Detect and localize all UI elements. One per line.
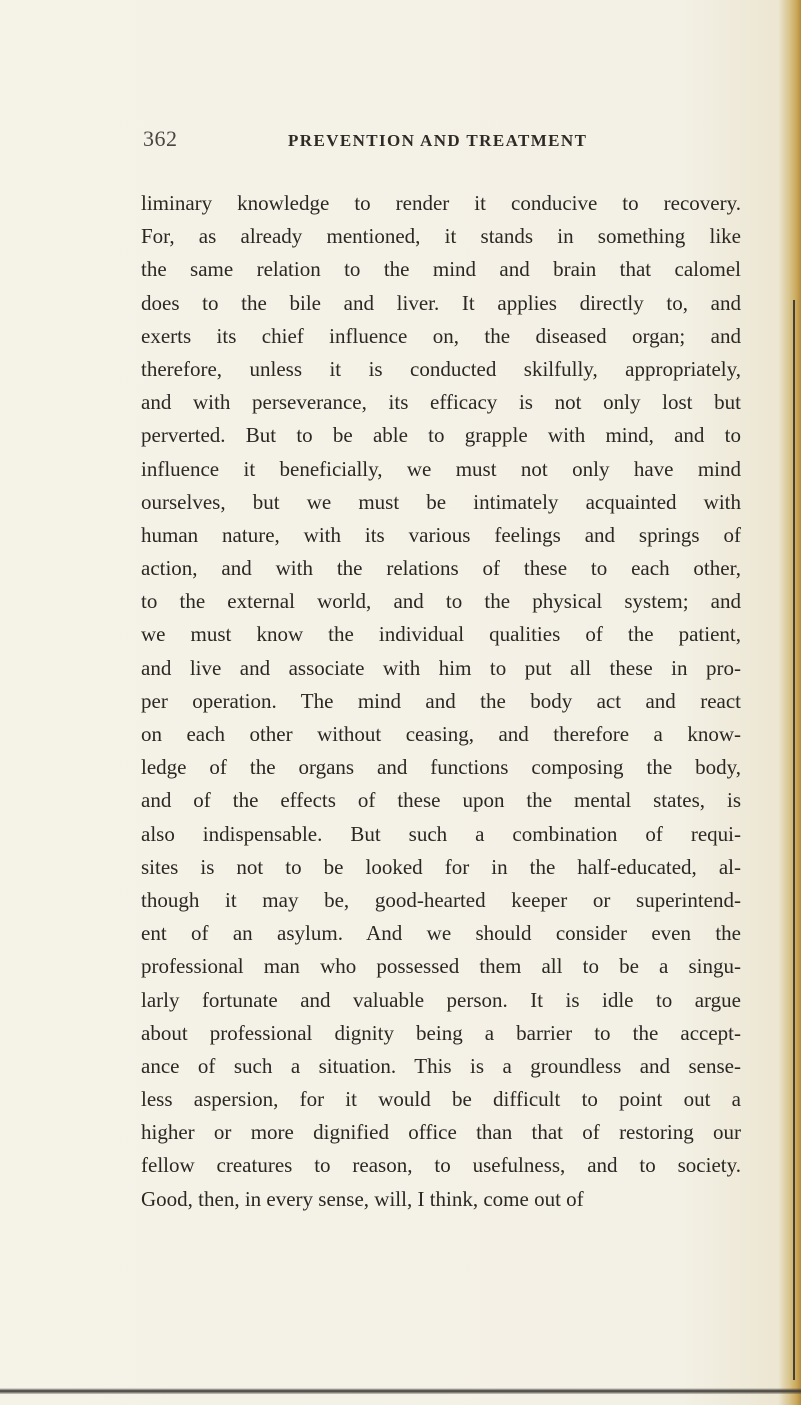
- text-line: we must know the individual qualities of the patient,: [141, 622, 741, 647]
- text-line: less aspersion, for it would be difficult to point out a: [141, 1087, 741, 1112]
- text-line: sites is not to be looked for in the half-educated, al-: [141, 854, 741, 879]
- text-line: and with perseverance, its efficacy is not only lost but: [141, 390, 741, 415]
- text-line: ance of such a situation. This is a groundless and sense-: [141, 1053, 741, 1078]
- text-line: perverted. But to be able to grapple with mind, and to: [141, 423, 741, 448]
- text-line: ourselves, but we must be intimately acquainted with: [141, 489, 741, 514]
- page-edge-stain: [779, 0, 801, 1405]
- text-line: action, and with the relations of these to each other,: [141, 556, 741, 581]
- page-number: 362: [143, 126, 178, 151]
- text-line: exerts its chief influence on, the diseased organ; and: [141, 323, 741, 348]
- text-line: fellow creatures to reason, to usefulness, and to society.: [141, 1153, 741, 1178]
- running-head: [143, 126, 743, 166]
- text-line: ledge of the organs and functions composing the body,: [141, 755, 741, 780]
- text-line: also indispensable. But such a combination of requi-: [141, 821, 741, 846]
- running-head-title: PREVENTION AND TREATMENT: [288, 131, 588, 150]
- text-line: human nature, with its various feelings and springs of: [141, 522, 741, 547]
- text-line: and of the effects of these upon the mental states, is: [141, 788, 741, 813]
- text-line: about professional dignity being a barrier to the accept-: [141, 1020, 741, 1045]
- text-line: to the external world, and to the physical system; and: [141, 589, 741, 614]
- text-line: therefore, unless it is conducted skilfully, appropriately,: [141, 356, 741, 381]
- page-bottom-edge: [0, 1388, 801, 1394]
- text-line: though it may be, good-hearted keeper or superintend-: [141, 887, 741, 912]
- text-line: does to the bile and liver. It applies directly to, and: [141, 290, 741, 315]
- text-line: ent of an asylum. And we should consider even the: [141, 921, 741, 946]
- text-line: For, as already mentioned, it stands in something like: [141, 224, 741, 249]
- text-line: Good, then, in every sense, will, I think, come out of: [141, 1186, 584, 1211]
- body-paragraph: [141, 187, 741, 1216]
- text-line: professional man who possessed them all to be a singu-: [141, 954, 741, 979]
- text-line: on each other without ceasing, and therefore a know-: [141, 722, 741, 746]
- text-line: larly fortunate and valuable person. It is idle to argue: [141, 987, 741, 1012]
- text-line: per operation. The mind and the body act and react: [141, 688, 741, 713]
- page-edge-line: [793, 300, 795, 1380]
- text-line: higher or more dignified office than that of restoring our: [141, 1120, 741, 1145]
- text-line: and live and associate with him to put all these in pro-: [141, 655, 741, 680]
- text-line: the same relation to the mind and brain that calomel: [141, 257, 741, 282]
- text-line: influence it beneficially, we must not only have mind: [141, 456, 741, 481]
- text-line: liminary knowledge to render it conducive to recovery.: [141, 191, 741, 215]
